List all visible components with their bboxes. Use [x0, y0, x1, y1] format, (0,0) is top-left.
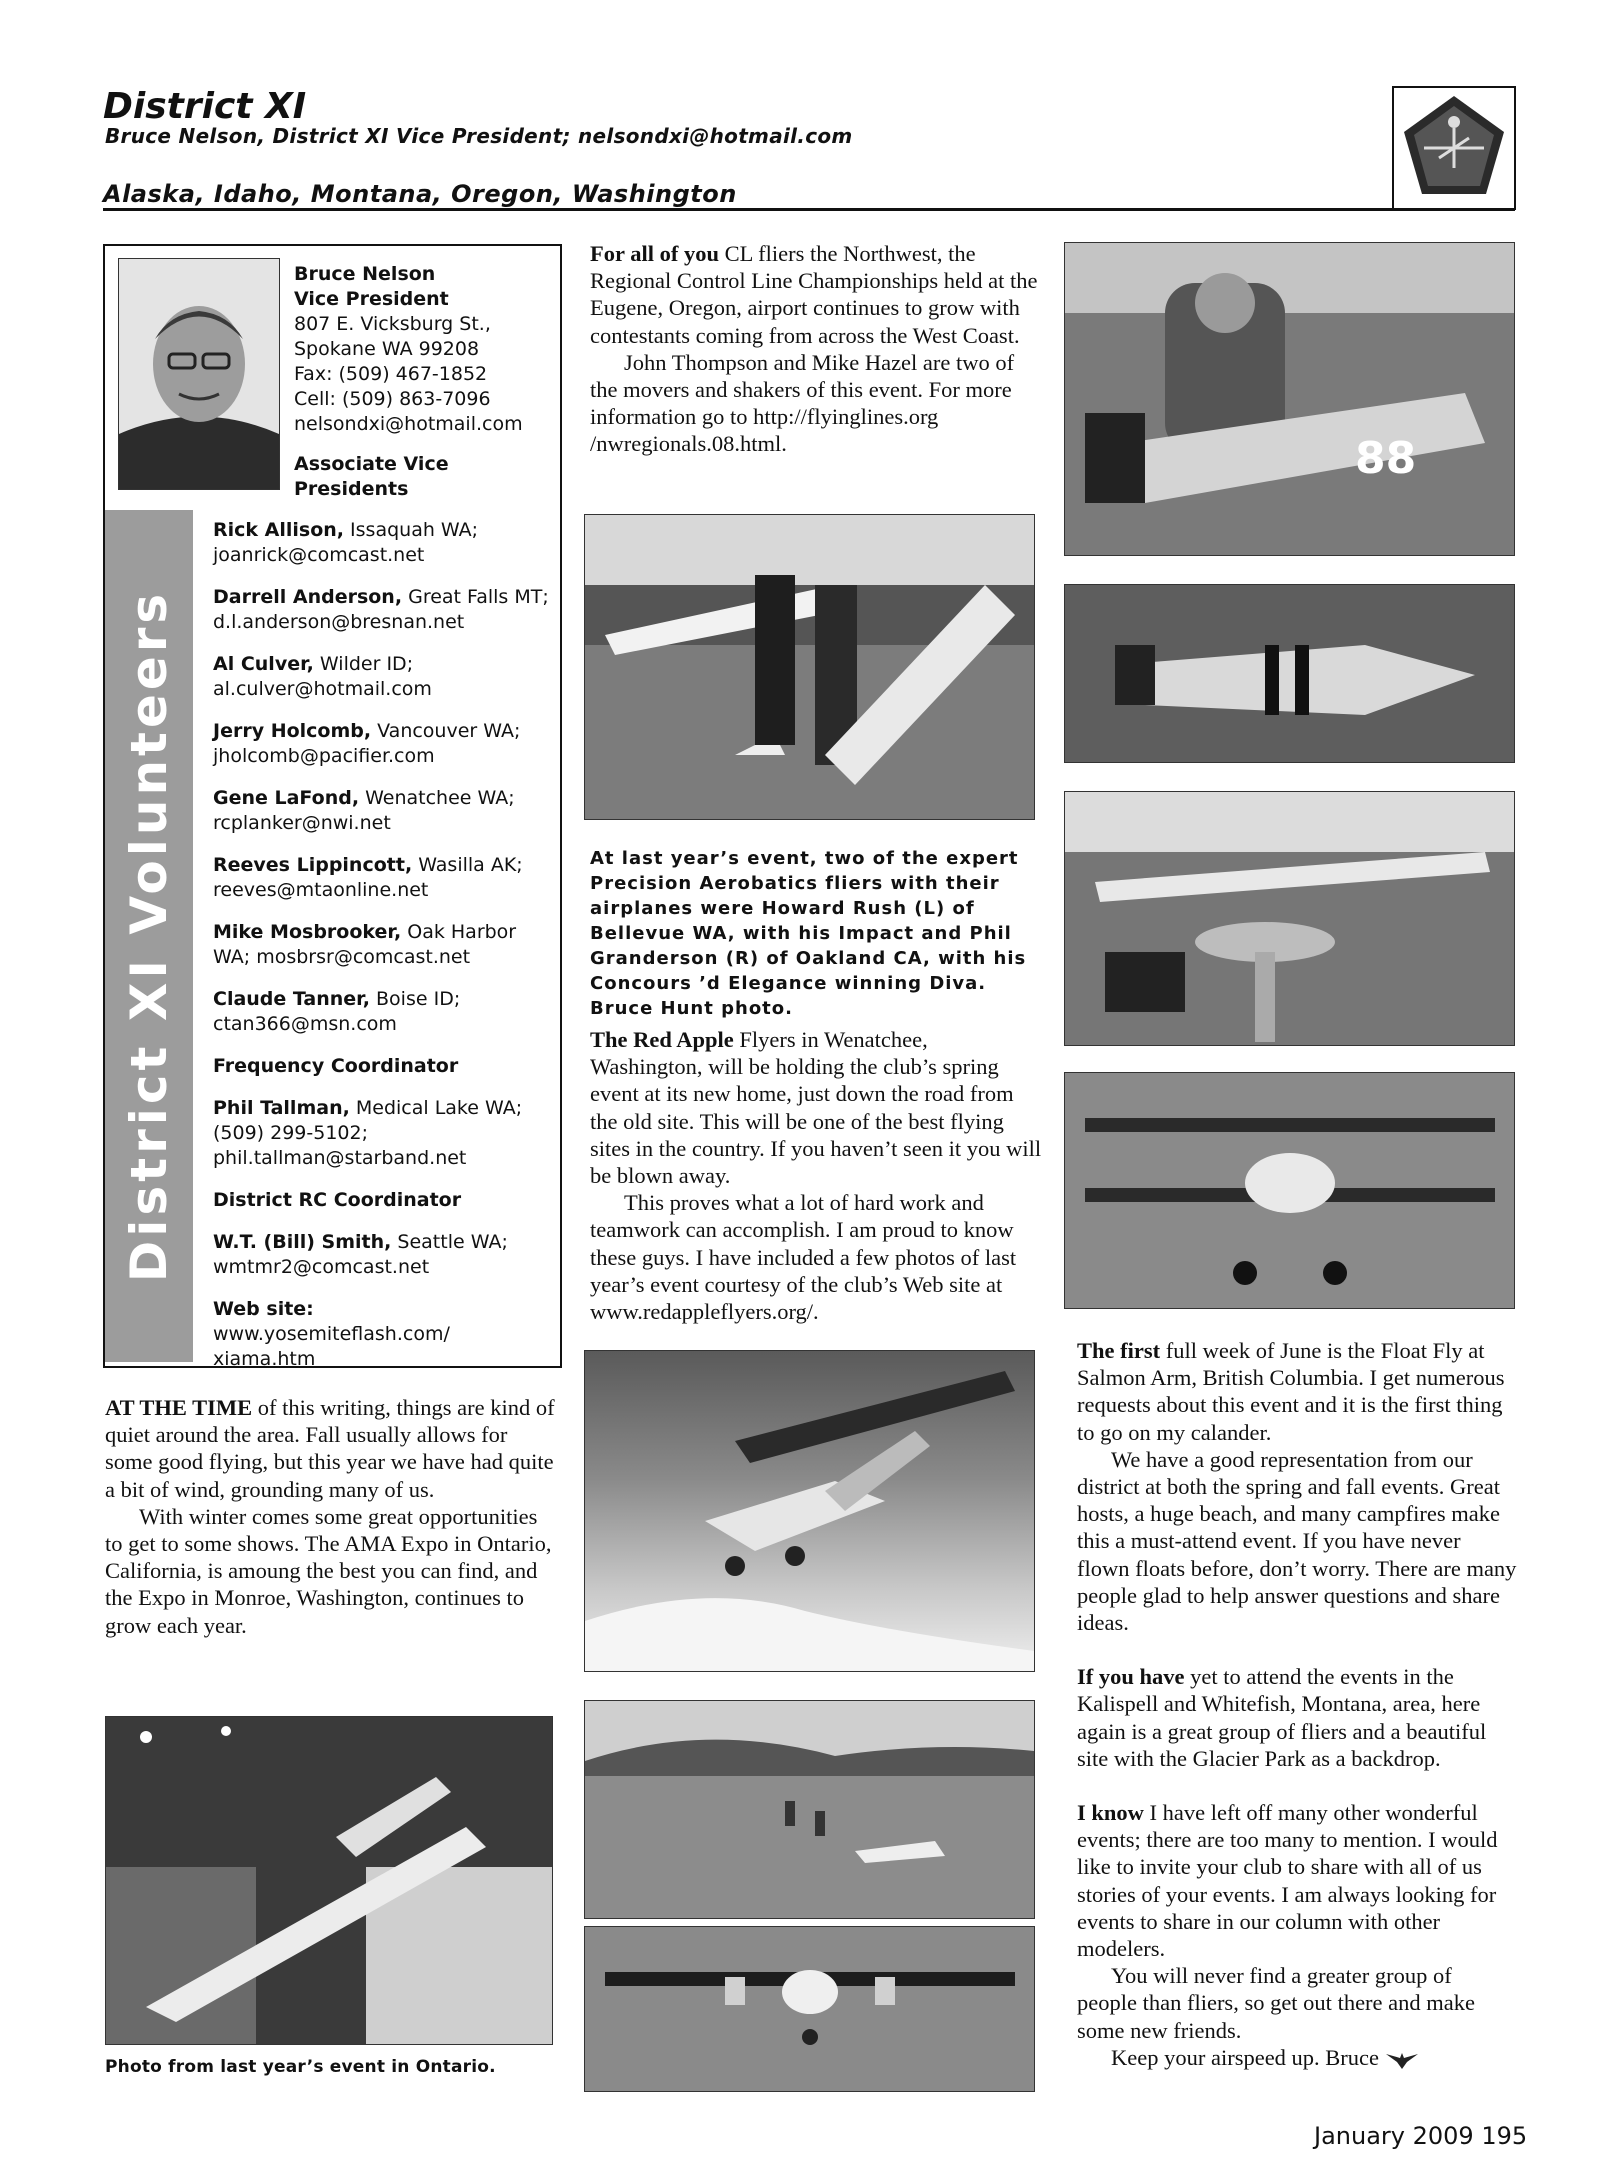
paragraph: If you have yet to attend the events in the Kalispell and Whitefish, Montana, area, here again is a great group of fliers and a beautiful site with the Glacier Park as a backdrop.: [1077, 1664, 1487, 1771]
p47-with-pilot-photo: [1064, 242, 1515, 556]
paragraph: For all of you CL fliers the Northwest, the Regional Control Line Championships held at the Eugene, Oregon, airport continues to grow with contestants coming from across the West Coast.: [590, 241, 1038, 348]
p47-striped-photo: [1064, 584, 1515, 763]
column-1-text: [105, 1394, 560, 1639]
volunteer-list: [213, 518, 553, 1389]
vp-email: nelsondxi@hotmail.com: [294, 413, 523, 435]
column-2-text-top: [590, 240, 1045, 458]
vp-role: Vice President: [294, 288, 449, 310]
vp-city: Spokane WA 99208: [294, 338, 480, 360]
paragraph: I know I have left off many other wonderful events; there are too many to mention. I would like to invite your club to share with all of us stories of your events. I am always looking for events to share in our column with other modelers.: [1077, 1800, 1498, 1962]
paragraph: The first full week of June is the Float Fly at Salmon Arm, British Columbia. I get numerous requests about this event and it is the first thing to go on my calander.: [1077, 1338, 1505, 1445]
ontario-expo-photo: [105, 1716, 553, 2045]
header-rule: [103, 208, 1515, 211]
website: Web site: www.yosemiteflash.com/ xiama.htm: [213, 1298, 450, 1370]
list-item: Reeves Lippincott, Wasilla AK; reeves@mtaonline.net: [213, 854, 523, 901]
district-xi-pentagon-logo-icon: [1394, 88, 1514, 208]
paragraph: You will never find a greater group of people than fliers, so get out there and make some new friends.: [1077, 1963, 1475, 2043]
biplane-photo: [1064, 1072, 1515, 1309]
district-xi-logo: [1392, 86, 1516, 210]
associate-vp-heading: Associate Vice Presidents: [294, 453, 449, 500]
list-item: Darrell Anderson, Great Falls MT; d.l.anderson@bresnan.net: [213, 586, 549, 633]
district-states: Alaska, Idaho, Montana, Oregon, Washington: [103, 180, 737, 208]
page-title: District XI: [103, 86, 307, 127]
list-item: Gene LaFond, Wenatchee WA; rcplanker@nwi.net: [213, 787, 515, 834]
vp-cell: Cell: (509) 863-7096: [294, 388, 491, 410]
high-wing-plane-photo: [584, 1350, 1035, 1672]
list-item: Jerry Holcomb, Vancouver WA; jholcomb@pacifier.com: [213, 720, 521, 767]
paragraph: John Thompson and Mike Hazel are two of the movers and shakers of this event. For more information go to http://flyinglines.org /nwregionals.08.html.: [590, 349, 1015, 457]
precision-aerobatics-caption: At last year’s event, two of the expert Precision Aerobatics fliers with their airplanes were Howard Rush (L) of Bellevue WA, with his Impact and Phil Granderson (R) of Oakland CA, with his Concours ’d Elegance winning Diva. Bruce Hunt photo.: [590, 848, 1027, 1019]
column-3-text: [1077, 1337, 1517, 2071]
frequency-coordinator: Phil Tallman, Medical Lake WA; (509) 299-5102; phil.tallman@starband.net: [213, 1097, 523, 1169]
list-item: Al Culver, Wilder ID; al.culver@hotmail.com: [213, 653, 432, 700]
page-footer: January 2009 195: [1314, 2122, 1528, 2150]
vice-president-contact: [294, 262, 556, 437]
twin-engine-plane-photo: [584, 1926, 1035, 2092]
vp-street: 807 E. Vicksburg St.,: [294, 313, 491, 335]
paragraph: The Red Apple Flyers in Wenatchee, Washington, will be holding the club’s spring event at its new home, just down the road from the old site. This will be one of the best flying sites in the country. If you haven’t seen it you will be blown away.: [590, 1027, 1042, 1189]
paragraph: This proves what a lot of hard work and teamwork can accomplish. I am proud to know these guys. I have included a few photos of last year’s event courtesy of the club’s Web site at www.redappleflyers.org/.: [590, 1190, 1017, 1325]
precision-aerobatics-photo: [584, 514, 1035, 820]
list-item: Rick Allison, Issaquah WA; joanrick@comcast.net: [213, 519, 479, 566]
portrait-photo-icon: [118, 258, 280, 490]
ontario-photo-caption: Photo from last year’s event in Ontario.: [105, 2057, 496, 2077]
paragraph: With winter comes some great opportunities to get to some shows. The AMA Expo in Ontario, California, is amoung the best you can find, and the Expo in Monroe, Washington, continues to grow each year.: [105, 1503, 552, 1638]
p38-display-photo: [1064, 791, 1515, 1046]
svg-text:88: 88: [1355, 433, 1417, 484]
page-subtitle: Bruce Nelson, District XI Vice President; nelsondxi@hotmail.com: [105, 124, 853, 148]
vp-name: Bruce Nelson: [294, 263, 436, 285]
frequency-coordinator-heading: Frequency Coordinator: [213, 1055, 459, 1077]
list-item: Mike Mosbrooker, Oak Harbor WA; mosbrsr@comcast.net: [213, 921, 517, 968]
paragraph: AT THE TIME of this writing, things are kind of quiet around the area. Fall usually allows for some good flying, but this year we have had quite a bit of wind, grounding many of us.: [105, 1395, 555, 1502]
signoff: Keep your airspeed up. Bruce: [1077, 2044, 1517, 2071]
ama-wings-icon: [1385, 2050, 1419, 2070]
rc-coordinator-heading: District RC Coordinator: [213, 1189, 462, 1211]
paragraph: We have a good representation from our district at both the spring and fall events. Great hosts, a huge beach, and many campfires make this a must-attend event. If you have never flown floats before, don’t worry. There are many people glad to help answer questions and share ideas.: [1077, 1446, 1517, 1636]
volunteers-vertical-title: District XI Volunteers: [120, 589, 178, 1283]
flying-field-photo: [584, 1700, 1035, 1919]
rc-coordinator: W.T. (Bill) Smith, Seattle WA; wmtmr2@comcast.net: [213, 1231, 508, 1278]
column-2-text-bottom: [590, 1026, 1045, 1325]
vp-fax: Fax: (509) 467-1852: [294, 363, 488, 385]
list-item: Claude Tanner, Boise ID; ctan366@msn.com: [213, 988, 461, 1035]
